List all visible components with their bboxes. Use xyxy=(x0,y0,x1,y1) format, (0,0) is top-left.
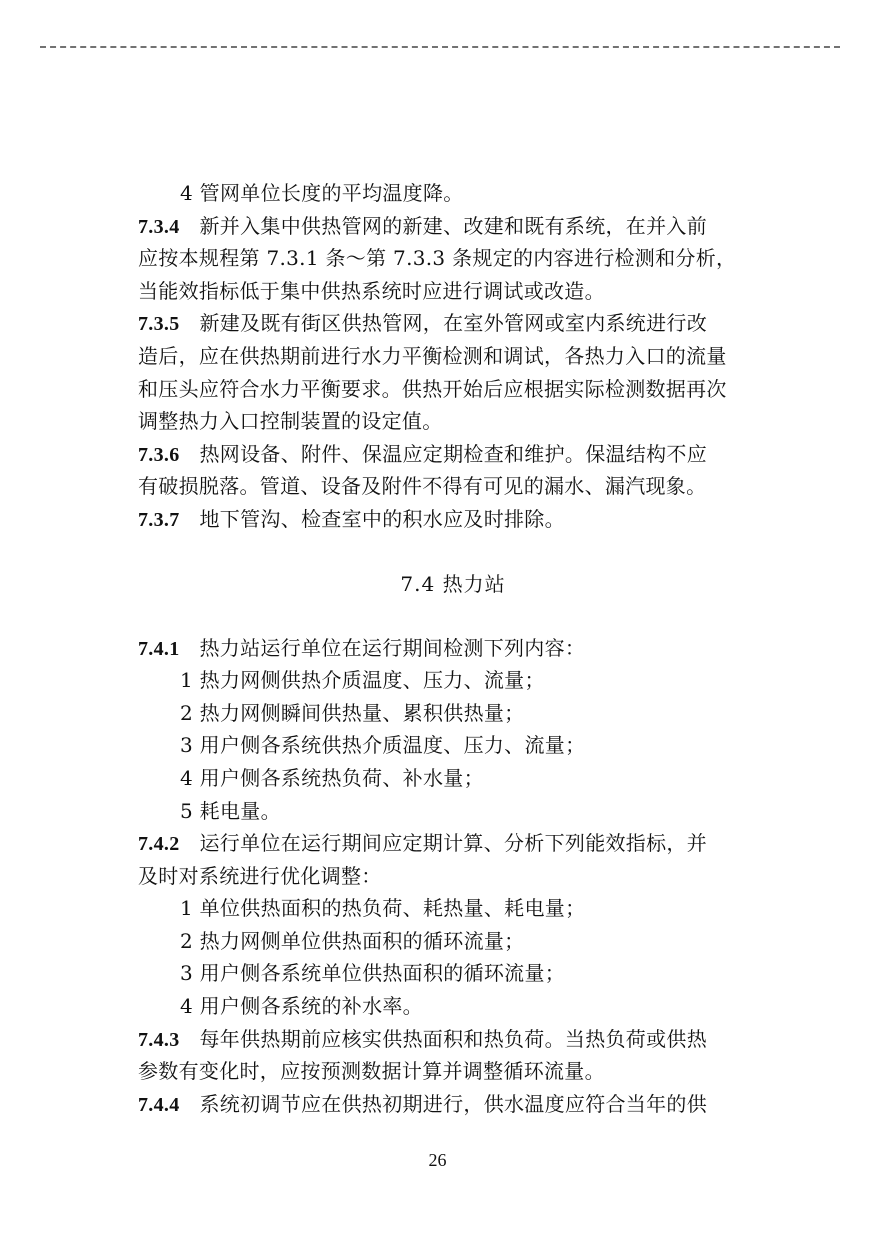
clause-number: 7.4.3 xyxy=(138,1028,180,1051)
clause-text: 地下管沟、检查室中的积水应及时排除。 xyxy=(199,506,565,531)
list-item: 2 热力网侧瞬间供热量、累积供热量； xyxy=(180,700,525,725)
clause-text: 及时对系统进行优化调整： xyxy=(138,863,382,888)
list-item: 3 用户侧各系统单位供热面积的循环流量； xyxy=(180,961,566,986)
clause-number: 7.4.4 xyxy=(138,1093,180,1116)
header-dashed-rule xyxy=(40,46,840,48)
list-item: 4 用户侧各系统热负荷、补水量； xyxy=(180,765,484,790)
clause-text: 有破损脱落。管道、设备及附件不得有可见的漏水、漏汽现象。 xyxy=(138,474,707,499)
list-item: 4 用户侧各系统的补水率。 xyxy=(180,994,423,1019)
clause-text: 和压头应符合水力平衡要求。供热开始后应根据实际检测数据再次 xyxy=(138,376,727,401)
clause-text: 每年供热期前应核实供热面积和热负荷。当热负荷或供热 xyxy=(199,1026,707,1051)
clause-text: 热网设备、附件、保温应定期检查和维护。保温结构不应 xyxy=(199,441,707,466)
page-number: 26 xyxy=(428,1150,447,1170)
clause-text: 造后，应在供热期前进行水力平衡检测和调试，各热力入口的流量 xyxy=(138,343,727,368)
clause-line xyxy=(138,860,768,893)
clause-first-line xyxy=(138,632,768,665)
clause-number: 7.4.2 xyxy=(138,833,180,856)
section-heading: 7.4 热力站 xyxy=(400,571,506,596)
clause-line xyxy=(138,275,768,308)
clause-first-line xyxy=(138,307,768,340)
clause-line xyxy=(138,242,768,275)
clause-first-line xyxy=(138,827,768,860)
clause-text: 新建及既有街区供热管网，在室外管网或室内系统进行改 xyxy=(199,311,707,336)
clause-text: 新并入集中供热管网的新建、改建和既有系统，在并入前 xyxy=(199,213,707,238)
page-body xyxy=(138,177,768,1120)
list-item: 3 用户侧各系统供热介质温度、压力、流量； xyxy=(180,733,586,758)
clause-first-line xyxy=(138,438,768,471)
clause-line xyxy=(138,373,768,406)
clause-number: 7.3.4 xyxy=(138,215,180,238)
clause-first-line xyxy=(138,1023,768,1056)
clause-number: 7.3.5 xyxy=(138,313,180,336)
clause-first-line xyxy=(138,210,768,243)
clause-number: 7.3.6 xyxy=(138,443,180,466)
list-item: 4 管网单位长度的平均温度降。 xyxy=(180,181,464,205)
clause-first-line xyxy=(138,1088,768,1121)
clause-text: 系统初调节应在供热初期进行，供水温度应符合当年的供 xyxy=(199,1091,707,1116)
clause-line xyxy=(138,340,768,373)
clause-text: 调整热力入口控制装置的设定值。 xyxy=(138,409,443,434)
clause-first-line xyxy=(138,503,768,536)
list-item: 1 单位供热面积的热负荷、耗热量、耗电量； xyxy=(180,896,586,921)
clause-text: 参数有变化时，应按预测数据计算并调整循环流量。 xyxy=(138,1059,605,1084)
clause-line xyxy=(138,1055,768,1088)
clause-number: 7.4.1 xyxy=(138,637,180,660)
list-item: 5 耗电量。 xyxy=(180,798,281,823)
clause-text: 热力站运行单位在运行期间检测下列内容： xyxy=(199,635,586,660)
clause-line xyxy=(138,470,768,503)
list-item: 2 热力网侧单位供热面积的循环流量； xyxy=(180,928,525,953)
clause-number: 7.3.7 xyxy=(138,508,180,531)
list-item: 1 热力网侧供热介质温度、压力、流量； xyxy=(180,668,545,693)
clause-text: 运行单位在运行期间应定期计算、分析下列能效指标，并 xyxy=(199,831,707,856)
clause-text: 应按本规程第 7.3.1 条～第 7.3.3 条规定的内容进行检测和分析， xyxy=(138,246,737,271)
clause-text: 当能效指标低于集中供热系统时应进行调试或改造。 xyxy=(138,278,605,303)
clause-line xyxy=(138,405,768,438)
